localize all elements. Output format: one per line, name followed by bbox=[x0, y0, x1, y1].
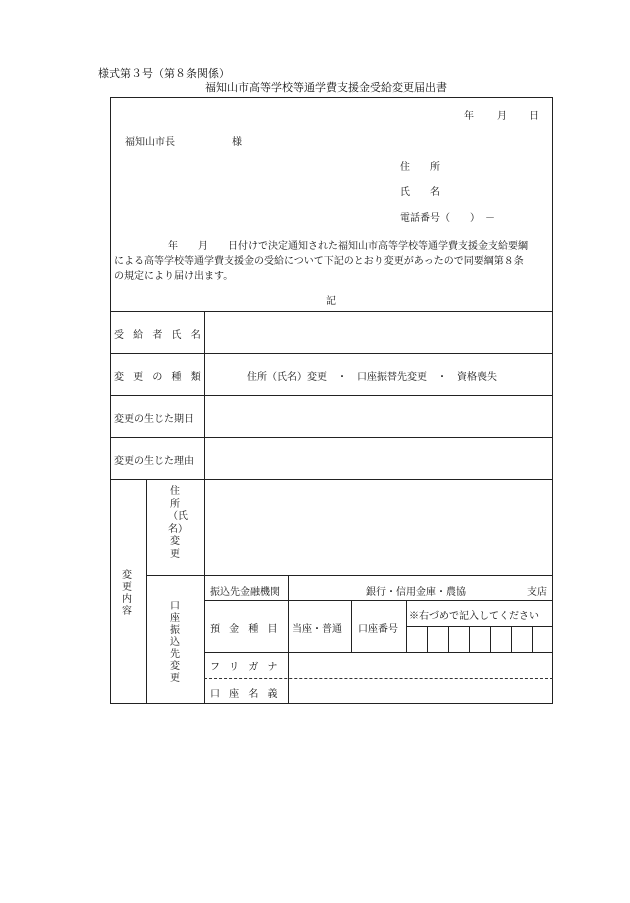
furigana-dashed-line bbox=[204, 678, 553, 679]
account-mid-line bbox=[406, 626, 553, 627]
deposit-type-col bbox=[351, 600, 352, 652]
row-line-3 bbox=[110, 395, 553, 396]
digit-sep-1 bbox=[427, 626, 428, 652]
account-holder-label: 口 座 名 義 bbox=[210, 689, 281, 700]
change-type-label: 変 更 の 種 類 bbox=[114, 372, 204, 383]
contents-sub-col-line bbox=[146, 479, 147, 704]
deposit-type-label: 預 金 種 目 bbox=[210, 624, 281, 635]
deposit-row-line bbox=[204, 652, 553, 653]
body-line-2: による高等学校等通学費支援金の受給について下記のとおり変更があったので同要綱第８条 bbox=[114, 256, 524, 267]
address-label: 住 所 bbox=[400, 162, 440, 173]
account-label-col bbox=[288, 575, 289, 704]
addressee: 福知山市長 bbox=[125, 137, 175, 148]
bank-row-line bbox=[204, 600, 553, 601]
digit-sep-5 bbox=[511, 626, 512, 652]
form-title: 福知山市高等学校等通学費支援金受給変更届出書 bbox=[205, 81, 447, 94]
change-reason-label: 変更の生じた理由 bbox=[114, 456, 194, 467]
frame-bottom bbox=[110, 703, 553, 704]
bank-label: 振込先金融機関 bbox=[210, 587, 280, 598]
label-col-line bbox=[204, 311, 205, 704]
row-line-2 bbox=[110, 353, 553, 354]
row-line-5 bbox=[110, 479, 553, 480]
change-type-options: 住所（氏名）変更 ・ 口座振替先変更 ・ 資格喪失 bbox=[247, 372, 497, 383]
digit-sep-4 bbox=[490, 626, 491, 652]
furigana-label: フ リ ガ ナ bbox=[210, 662, 281, 673]
bank-types: 銀行・信用金庫・農協 bbox=[366, 587, 466, 598]
address-change-label: 住所（氏名）変更 bbox=[168, 486, 188, 560]
account-number-label-col bbox=[406, 600, 407, 652]
right-align-note: ※右づめで記入してください bbox=[409, 611, 539, 622]
date-day: 日 bbox=[529, 111, 539, 122]
change-date-label: 変更の生じた期日 bbox=[114, 414, 194, 425]
row-line-1 bbox=[110, 311, 553, 312]
name-label: 氏 名 bbox=[400, 187, 440, 198]
digit-sep-2 bbox=[448, 626, 449, 652]
row-line-6 bbox=[146, 575, 553, 576]
recipient-name-label: 受 給 者 氏 名 bbox=[114, 330, 204, 341]
branch-label: 支店 bbox=[527, 587, 547, 598]
row-line-4 bbox=[110, 437, 553, 438]
account-number-label: 口座番号 bbox=[358, 624, 398, 635]
body-line-1: 年 月 日付けで決定通知された福知山市高等学校等通学費支援金支給要綱 bbox=[168, 241, 528, 252]
form-number: 様式第３号（第８条関係） bbox=[98, 67, 230, 80]
digit-sep-6 bbox=[532, 626, 533, 652]
frame-right bbox=[552, 97, 553, 704]
date-year: 年 bbox=[464, 111, 474, 122]
date-month: 月 bbox=[497, 111, 507, 122]
phone-label: 電話番号（ ） － bbox=[400, 213, 495, 224]
honorific: 様 bbox=[232, 137, 242, 148]
ki-label: 記 bbox=[326, 296, 336, 307]
frame-left bbox=[110, 97, 111, 704]
account-change-label: 口座振込先変更 bbox=[170, 601, 180, 684]
digit-sep-3 bbox=[469, 626, 470, 652]
contents-label: 変更内容 bbox=[122, 570, 132, 617]
frame-top bbox=[110, 97, 553, 98]
deposit-options: 当座・普通 bbox=[292, 624, 342, 635]
body-line-3: の規定により届け出ます。 bbox=[114, 271, 234, 282]
